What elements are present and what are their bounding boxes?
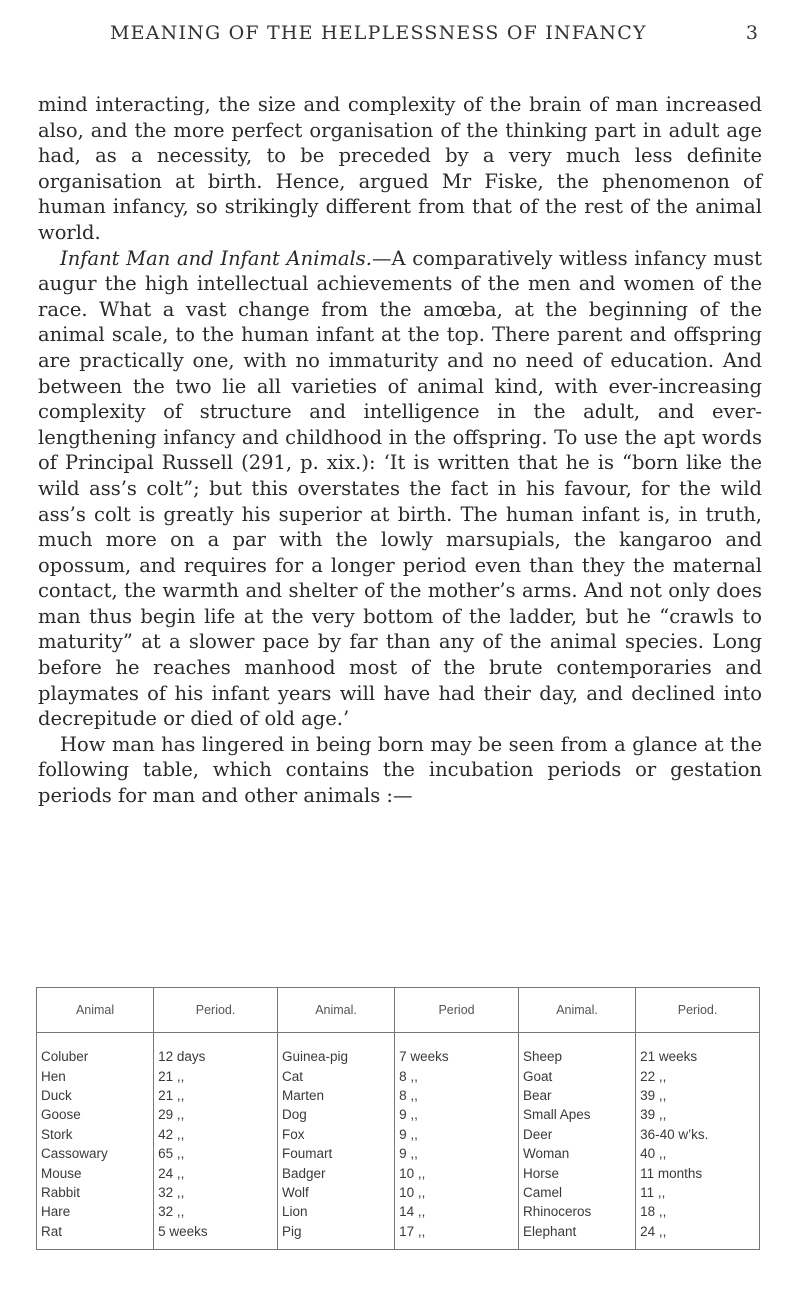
period-cell: 24 ,, xyxy=(636,1222,760,1250)
gestation-table xyxy=(36,987,760,1250)
period-cell: 18 ,, xyxy=(636,1202,760,1221)
animal-cell: Coluber xyxy=(37,1033,154,1067)
animal-cell: Deer xyxy=(518,1125,635,1144)
page-header xyxy=(52,22,758,62)
animal-cell: Lion xyxy=(277,1202,394,1221)
paragraph-2-text: —A comparatively witless infancy must augur the high intellectual achievements of the men and women of the race. What a vast change from the amœba, at the beginning of the animal scale, to the human infant at the top. There parent and offspring are practically one, with no immaturity and no need of education. And between the two lie all varieties of animal kind, with ever-increasing complexity of structure and intelligence in the adult, and ever-lengthening infancy and childhood in the offspring. To use the apt words of Principal Russell (291, p. xix.): ‘It is written that he is “born like the wild ass’s colt”; but this overstates the fact in his favour, for the wild ass’s colt is greatly his superior at birth. The human infant is, in truth, much more on a par with the lowly marsupials, the kangaroo and opossum, and requires for a longer period even than they the maternal contact, the warmth and shelter of the mother’s arms. And not only does man thus begin life at the very bottom of the ladder, but he “crawls to maturity” at a slower pace by far than any of the animal species. Long before he reaches manhood most of the brute contemporaries and playmates of his infant years will have had their day, and declined into decrepitude or died of old age.’ xyxy=(38,246,762,731)
animal-cell: Wolf xyxy=(277,1183,394,1202)
section-title: Infant Man and Infant Animals. xyxy=(60,246,372,270)
animal-cell: Fox xyxy=(277,1125,394,1144)
animal-cell: Duck xyxy=(37,1086,154,1105)
table-row xyxy=(37,1183,760,1202)
animal-cell: Goat xyxy=(518,1066,635,1085)
paragraph-1: mind interacting, the size and complexity of the brain of man increased also, and the more perfect organisation of the thinking part in adult age had, as a necessity, to be preceded by a very much less definite organisation at birth. Hence, argued Mr Fiske, the phenomenon of human infancy, so strikingly different from that of the rest of the animal world. xyxy=(38,93,762,244)
animal-cell: Rat xyxy=(37,1222,154,1250)
animal-cell: Sheep xyxy=(518,1033,635,1067)
animal-cell: Pig xyxy=(277,1222,394,1250)
period-cell: 21 ,, xyxy=(154,1066,278,1085)
period-cell: 36-40 w’ks. xyxy=(636,1125,760,1144)
period-cell: 24 ,, xyxy=(154,1163,278,1182)
table-header-row xyxy=(37,988,760,1033)
animal-cell: Badger xyxy=(277,1163,394,1182)
period-cell: 21 ,, xyxy=(154,1086,278,1105)
period-cell: 39 ,, xyxy=(636,1086,760,1105)
table-row xyxy=(37,1086,760,1105)
period-cell: 9 ,, xyxy=(395,1125,519,1144)
table-row xyxy=(37,1105,760,1124)
table-row xyxy=(37,1033,760,1067)
header-period-3: Period. xyxy=(636,988,760,1033)
period-cell: 9 ,, xyxy=(395,1144,519,1163)
animal-cell: Rhinoceros xyxy=(518,1202,635,1221)
table-row xyxy=(37,1125,760,1144)
animal-cell: Small Apes xyxy=(518,1105,635,1124)
animal-cell: Foumart xyxy=(277,1144,394,1163)
animal-cell: Hare xyxy=(37,1202,154,1221)
table-row xyxy=(37,1202,760,1221)
period-cell: 14 ,, xyxy=(395,1202,519,1221)
period-cell: 9 ,, xyxy=(395,1105,519,1124)
animal-cell: Mouse xyxy=(37,1163,154,1182)
animal-cell: Marten xyxy=(277,1086,394,1105)
period-cell: 8 ,, xyxy=(395,1066,519,1085)
period-cell: 21 weeks xyxy=(636,1033,760,1067)
period-cell: 7 weeks xyxy=(395,1033,519,1067)
header-animal-3: Animal. xyxy=(518,988,635,1033)
paragraph-3: How man has lingered in being born may be seen from a glance at the following table, which contains the incubation periods or gestation periods for man and other animals :— xyxy=(38,732,762,808)
header-animal-1: Animal xyxy=(37,988,154,1033)
period-cell: 65 ,, xyxy=(154,1144,278,1163)
period-cell: 32 ,, xyxy=(154,1202,278,1221)
period-cell: 11 months xyxy=(636,1163,760,1182)
animal-cell: Camel xyxy=(518,1183,635,1202)
animal-cell: Bear xyxy=(518,1086,635,1105)
period-cell: 22 ,, xyxy=(636,1066,760,1085)
period-cell: 11 ,, xyxy=(636,1183,760,1202)
header-period-2: Period xyxy=(395,988,519,1033)
animal-cell: Hen xyxy=(37,1066,154,1085)
animal-cell: Dog xyxy=(277,1105,394,1124)
running-head: MEANING OF THE HELPLESSNESS OF INFANCY xyxy=(110,22,647,44)
table-row xyxy=(37,1144,760,1163)
table-body xyxy=(37,1033,760,1250)
animal-cell: Horse xyxy=(518,1163,635,1182)
animal-cell: Elephant xyxy=(518,1222,635,1250)
table-row xyxy=(37,1163,760,1182)
period-cell: 32 ,, xyxy=(154,1183,278,1202)
body-text xyxy=(38,92,762,809)
animal-cell: Woman xyxy=(518,1144,635,1163)
period-cell: 17 ,, xyxy=(395,1222,519,1250)
paragraph-2 xyxy=(38,246,762,732)
animal-cell: Cassowary xyxy=(37,1144,154,1163)
animal-cell: Goose xyxy=(37,1105,154,1124)
table-row xyxy=(37,1066,760,1085)
period-cell: 40 ,, xyxy=(636,1144,760,1163)
period-cell: 42 ,, xyxy=(154,1125,278,1144)
page-number: 3 xyxy=(745,22,758,44)
header-animal-2: Animal. xyxy=(277,988,394,1033)
table-row xyxy=(37,1222,760,1250)
gestation-table-wrap xyxy=(36,987,760,1250)
animal-cell: Guinea-pig xyxy=(277,1033,394,1067)
period-cell: 39 ,, xyxy=(636,1105,760,1124)
period-cell: 29 ,, xyxy=(154,1105,278,1124)
animal-cell: Stork xyxy=(37,1125,154,1144)
period-cell: 8 ,, xyxy=(395,1086,519,1105)
period-cell: 5 weeks xyxy=(154,1222,278,1250)
animal-cell: Rabbit xyxy=(37,1183,154,1202)
period-cell: 10 ,, xyxy=(395,1163,519,1182)
header-period-1: Period. xyxy=(154,988,278,1033)
period-cell: 12 days xyxy=(154,1033,278,1067)
animal-cell: Cat xyxy=(277,1066,394,1085)
period-cell: 10 ,, xyxy=(395,1183,519,1202)
